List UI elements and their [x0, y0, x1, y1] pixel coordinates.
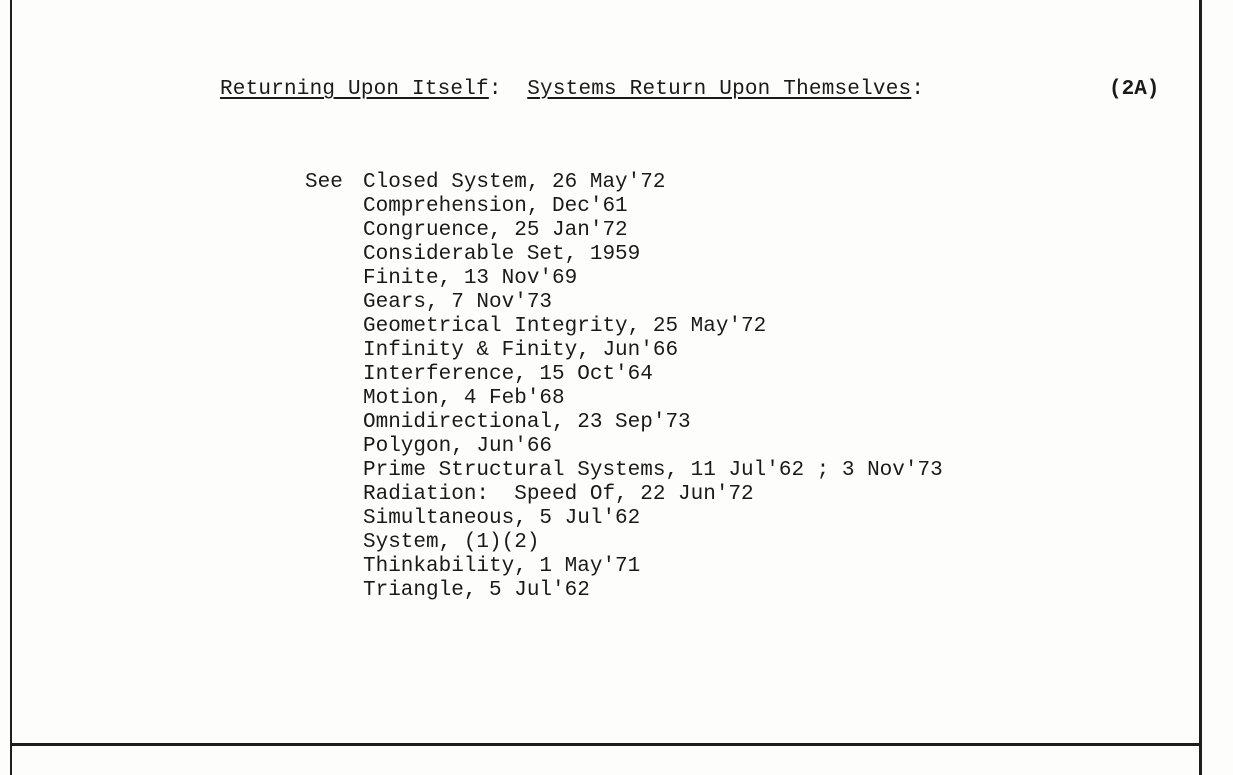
list-item: Gears, 7 Nov'73: [363, 291, 553, 314]
list-item: Congruence, 25 Jan'72: [363, 219, 628, 242]
list-item: Comprehension, Dec'61: [363, 195, 628, 218]
list-item: Radiation: Speed Of, 22 Jun'72: [363, 483, 754, 506]
list-item: Omnidirectional, 23 Sep'73: [363, 411, 691, 434]
next-index-card-edge: [10, 746, 1202, 775]
list-item: Infinity & Finity, Jun'66: [363, 339, 679, 362]
list-item: Polygon, Jun'66: [363, 435, 553, 458]
list-item: Finite, 13 Nov'69: [363, 267, 578, 290]
list-item: Interference, 15 Oct'64: [363, 363, 653, 386]
list-item: Closed System, 26 May'72: [363, 171, 666, 194]
card-heading: [220, 78, 924, 101]
list-item: System, (1)(2): [363, 531, 540, 554]
index-card: [10, 0, 1202, 746]
list-item: Triangle, 5 Jul'62: [363, 579, 590, 602]
heading-separator: :: [488, 78, 528, 101]
heading-subtitle: Systems Return Upon Themselves: [527, 78, 912, 101]
list-item: Thinkability, 1 May'71: [363, 555, 641, 578]
heading-title: Returning Upon Itself: [220, 78, 489, 101]
heading-separator-end: :: [911, 78, 925, 101]
list-item: Geometrical Integrity, 25 May'72: [363, 315, 767, 338]
list-item: Simultaneous, 5 Jul'62: [363, 507, 641, 530]
list-item: Motion, 4 Feb'68: [363, 387, 565, 410]
list-item: Prime Structural Systems, 11 Jul'62 ; 3 Nov'73: [363, 459, 943, 482]
see-label: See: [305, 171, 343, 194]
card-id: (2A): [1109, 78, 1160, 101]
list-item: Considerable Set, 1959: [363, 243, 641, 266]
cross-reference-list: [363, 171, 943, 603]
